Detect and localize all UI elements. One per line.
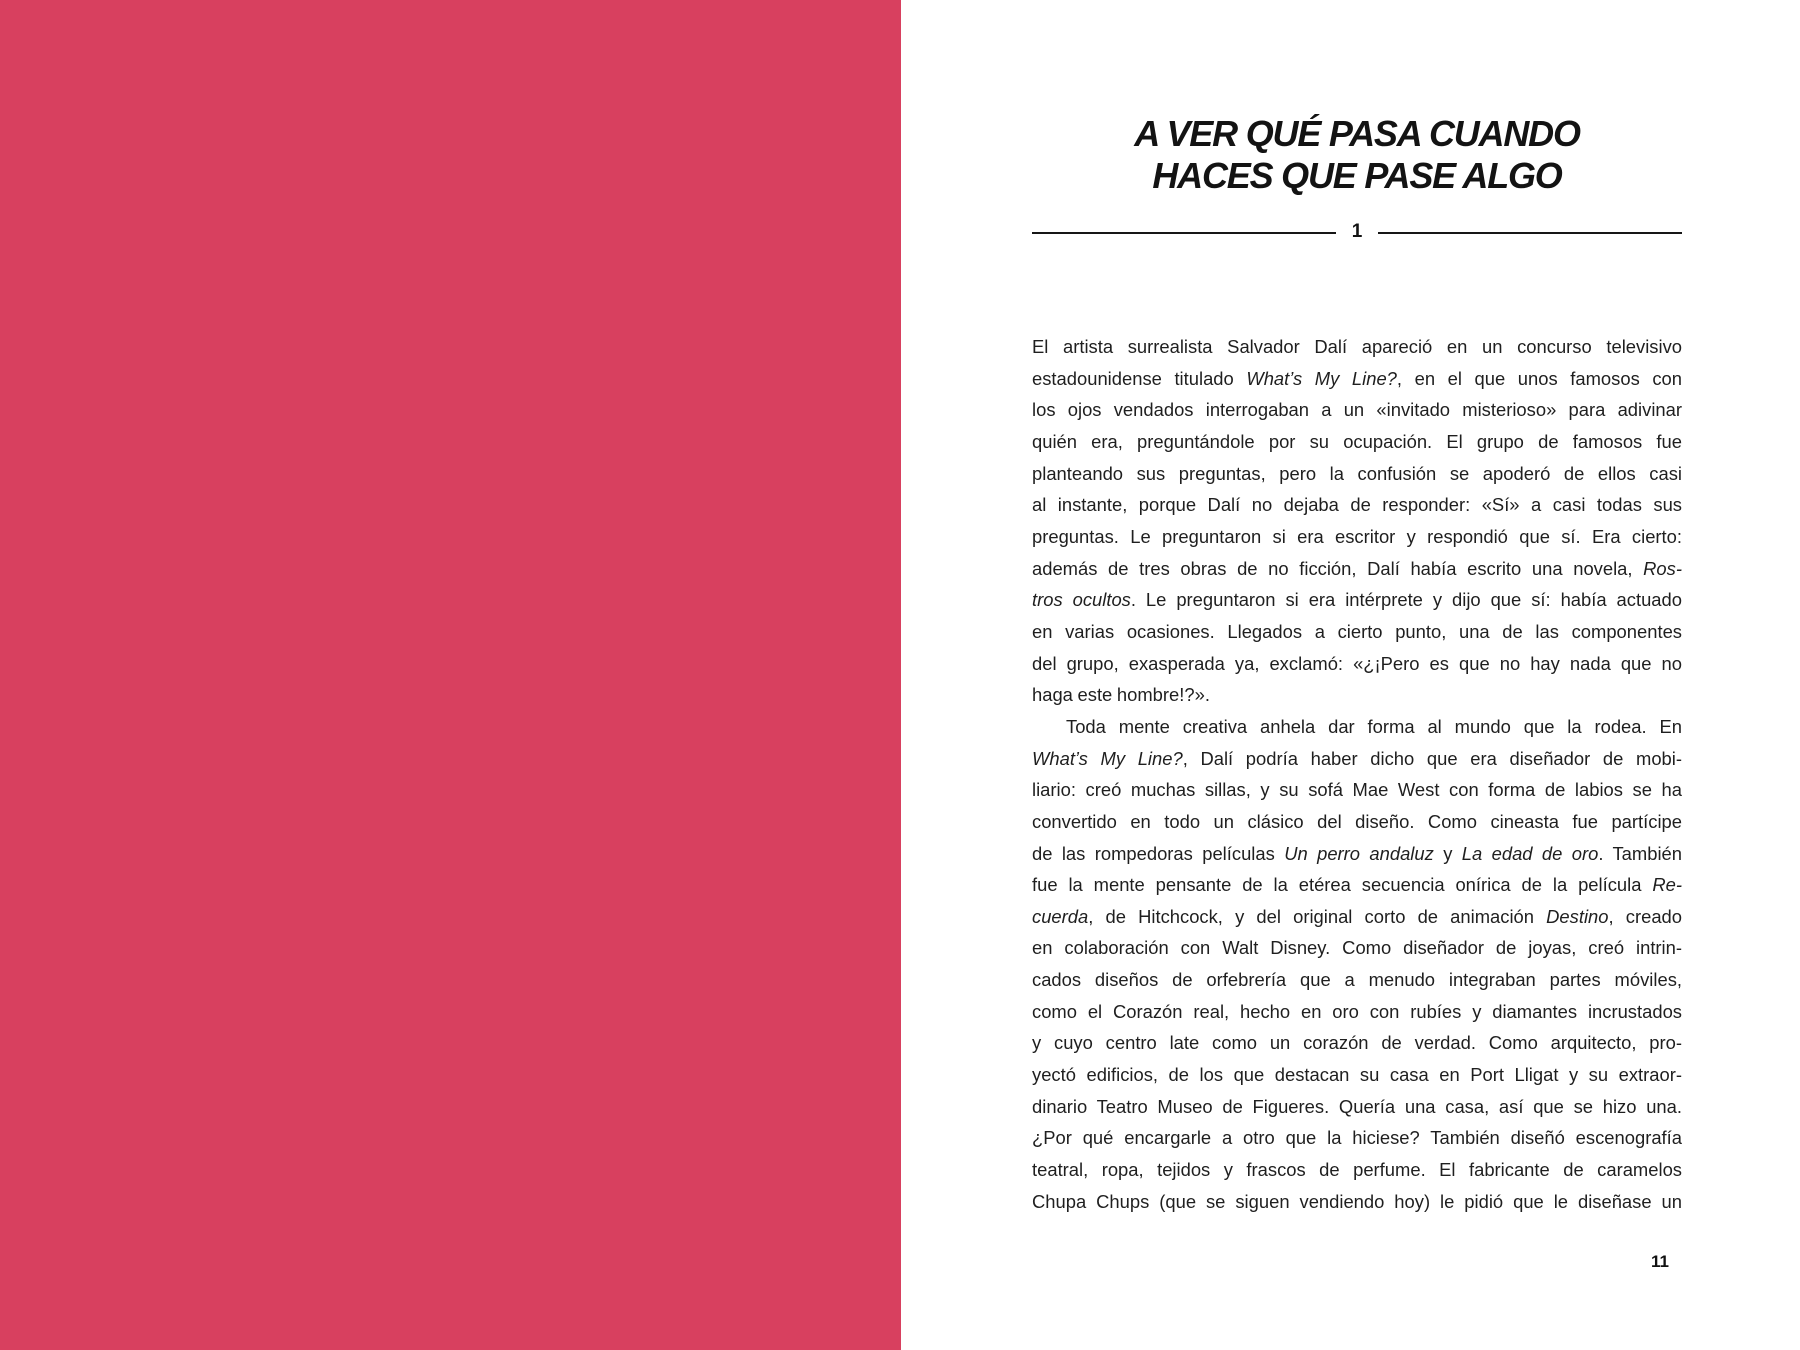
body-text-line: [1032, 1154, 1682, 1186]
body-text-segment: estadounidense titulado: [1032, 367, 1247, 389]
body-text-segment: yectó edificios, de los que destacan su casa en Port Lligat y su extraor-: [1032, 1064, 1682, 1086]
body-text-italic-segment: Un perro andaluz: [1284, 842, 1434, 864]
body-text-line: [1032, 996, 1682, 1028]
body-text-segment: , de Hitchcock, y del original corto de animación: [1088, 905, 1547, 927]
divider-rule-right: [1378, 232, 1682, 234]
body-text-italic-segment: Re-: [1652, 874, 1682, 896]
body-text-segment: quién era, preguntándole por su ocupación. El grupo de famosos fue: [1032, 430, 1682, 452]
chapter-title-line-2: HACES QUE PASE ALGO: [1152, 155, 1562, 196]
body-text-line: [1032, 1122, 1682, 1154]
body-text-segment: en colaboración con Walt Disney. Como diseñador de joyas, creó intrin-: [1032, 937, 1682, 959]
body-text-line: [1032, 458, 1682, 490]
body-text-segment: y: [1433, 842, 1462, 864]
body-text-segment: teatral, ropa, tejidos y frascos de perfume. El fabricante de caramelos: [1032, 1159, 1682, 1181]
body-text-line: [1032, 331, 1682, 363]
body-text-line: [1032, 648, 1682, 680]
body-text-line: [1032, 711, 1682, 743]
body-text-line: [1032, 774, 1682, 806]
body-text-segment: ¿Por qué encargarle a otro que la hiciese? También diseñó escenografía: [1032, 1127, 1682, 1149]
body-text-line: [1032, 521, 1682, 553]
body-text-segment: , en el que unos famosos con: [1396, 367, 1683, 389]
body-text-segment: de las rompedoras películas: [1032, 842, 1285, 864]
body-text-segment: además de tres obras de no ficción, Dalí había escrito una novela,: [1032, 557, 1644, 579]
body-text-line: [1032, 806, 1682, 838]
body-text-line: [1032, 838, 1682, 870]
body-text-segment: planteando sus preguntas, pero la confusión se apoderó de ellos casi: [1032, 462, 1682, 484]
body-text-segment: . Le preguntaron si era intérprete y dijo que sí: había actuado: [1130, 589, 1682, 611]
body-text-line: [1032, 1186, 1682, 1218]
body-text-segment: del grupo, exasperada ya, exclamó: «¿¡Pero es que no hay nada que no: [1032, 652, 1682, 674]
body-text-line: [1032, 1059, 1682, 1091]
body-text-segment: los ojos vendados interrogaban a un «invitado misterioso» para adivinar: [1032, 399, 1682, 421]
chapter-title-line-1: A VER QUÉ PASA CUANDO: [1134, 113, 1580, 154]
body-text-segment: y cuyo centro late como un corazón de verdad. Como arquitecto, pro-: [1032, 1032, 1682, 1054]
body-text-segment: cados diseños de orfebrería que a menudo integraban partes móviles,: [1032, 969, 1682, 991]
body-text-segment: como el Corazón real, hecho en oro con rubíes y diamantes incrustados: [1032, 1000, 1682, 1022]
body-text-segment: haga este hombre!?».: [1032, 684, 1210, 706]
body-text-italic-segment: cuerda: [1032, 905, 1089, 927]
body-text-segment: El artista surrealista Salvador Dalí apareció en un concurso televisivo: [1032, 336, 1682, 357]
body-text: [1032, 331, 1682, 1217]
body-text-italic-segment: Destino: [1546, 905, 1609, 927]
body-text-line: [1032, 1027, 1682, 1059]
body-text-line: [1032, 363, 1682, 395]
body-text-italic-segment: La edad de oro: [1461, 842, 1599, 864]
body-text-italic-segment: tros ocultos: [1032, 589, 1131, 611]
body-text-line: [1032, 584, 1682, 616]
body-text-segment: liario: creó muchas sillas, y su sofá Mae West con forma de labios se ha: [1032, 779, 1682, 801]
chapter-number: 1: [1351, 221, 1363, 242]
body-text-segment: Chupa Chups (que se siguen vendiendo hoy) le pidió que le diseñase un: [1032, 1190, 1682, 1212]
body-text-line: [1032, 964, 1682, 996]
body-text-segment: dinario Teatro Museo de Figueres. Quería una casa, así que se hizo una.: [1032, 1095, 1682, 1117]
body-text-segment: preguntas. Le preguntaron si era escritor y respondió que sí. Era cierto:: [1032, 525, 1682, 547]
body-text-segment: Toda mente creativa anhela dar forma al mundo que la rodea. En: [1066, 715, 1682, 737]
divider-rule-left: [1032, 232, 1336, 234]
body-text-line: [1032, 426, 1682, 458]
body-text-line: [1032, 901, 1682, 933]
body-text-segment: . También: [1598, 842, 1682, 864]
body-text-italic-segment: What’s My Line?: [1032, 747, 1183, 769]
chapter-number-divider: [1032, 222, 1682, 244]
right-page: [901, 0, 1800, 1350]
body-text-italic-segment: Ros-: [1643, 557, 1682, 579]
body-text-line: [1032, 489, 1682, 521]
body-text-line: [1032, 1091, 1682, 1123]
body-text-line: [1032, 869, 1682, 901]
body-text-line: [1032, 743, 1682, 775]
body-text-line: [1032, 616, 1682, 648]
body-text-line: [1032, 553, 1682, 585]
content-column: [1032, 0, 1682, 1350]
body-text-italic-segment: What’s My Line?: [1246, 367, 1397, 389]
page-number: 11: [1651, 1252, 1669, 1271]
body-text-line: [1032, 932, 1682, 964]
body-text-segment: al instante, porque Dalí no dejaba de responder: «Sí» a casi todas sus: [1032, 494, 1682, 516]
body-text-line: [1032, 679, 1682, 711]
body-text-segment: convertido en todo un clásico del diseño. Como cineasta fue partícipe: [1032, 810, 1682, 832]
body-text-segment: fue la mente pensante de la etérea secuencia onírica de la película: [1032, 874, 1653, 896]
chapter-title: [1032, 113, 1682, 197]
body-text-segment: en varias ocasiones. Llegados a cierto punto, una de las componentes: [1032, 620, 1682, 642]
body-text-line: [1032, 394, 1682, 426]
body-text-segment: , creado: [1608, 905, 1683, 927]
body-text-segment: , Dalí podría haber dicho que era diseñador de mobi-: [1182, 747, 1682, 769]
